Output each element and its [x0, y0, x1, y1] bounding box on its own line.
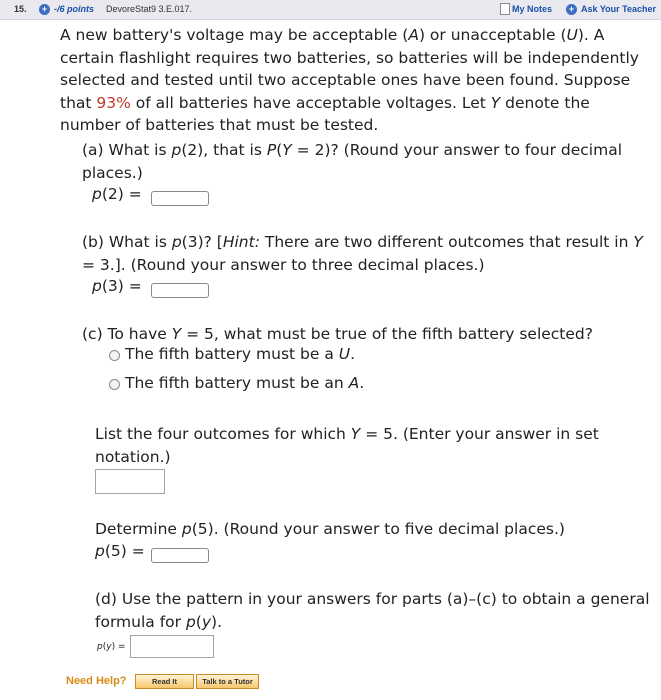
- problem-statement: A new battery's voltage may be acceptable (A) or unacceptable (U). A certain flashlight requires two batteries, so batteries will be independently selected and tested until two acceptable ones have been found. Suppose that 93% of all batteries have acceptable voltages. Let Y denote the number of batteries that must be tested.: [60, 26, 639, 134]
- part-c-question: (c) To have Y = 5, what must be true of the fifth battery selected?: [82, 325, 593, 343]
- plus-icon[interactable]: +: [566, 4, 577, 15]
- list-outcomes-question: List the four outcomes for which Y = 5. (Enter your answer in set notation.): [95, 425, 599, 466]
- part-d-question: (d) Use the pattern in your answers for parts (a)–(c) to obtain a general formula for p(y).: [95, 590, 650, 631]
- question-number: 15.: [14, 4, 27, 14]
- py-label: p(y) =: [97, 642, 126, 652]
- p5-label: p(5) =: [95, 542, 145, 560]
- option-fifth-a-label[interactable]: The fifth battery must be an A.: [125, 374, 365, 392]
- p3-label: p(3) =: [92, 277, 142, 295]
- read-it-button[interactable]: Read It: [135, 674, 194, 689]
- source-label: DevoreStat9 3.E.017.: [106, 4, 193, 14]
- ask-teacher-link[interactable]: Ask Your Teacher: [581, 4, 657, 14]
- option-fifth-u-label[interactable]: The fifth battery must be a U.: [125, 345, 356, 363]
- my-notes-link[interactable]: My Notes: [512, 4, 553, 14]
- determine-p5-question: Determine p(5). (Round your answer to five decimal places.): [95, 520, 565, 538]
- percent-value: 93%: [96, 93, 131, 112]
- py-formula-input[interactable]: [130, 635, 214, 658]
- outcomes-set-input[interactable]: [95, 469, 165, 494]
- points-label: -/6 points: [54, 4, 94, 14]
- talk-to-tutor-button[interactable]: Talk to a Tutor: [196, 674, 259, 689]
- p2-label: p(2) =: [92, 185, 142, 203]
- part-a-question: (a) What is p(2), that is P(Y = 2)? (Round your answer to four decimal places.): [82, 141, 623, 182]
- p5-answer-input[interactable]: [151, 548, 209, 563]
- p3-answer-input[interactable]: [151, 283, 209, 298]
- option-fifth-u-radio[interactable]: [109, 350, 120, 361]
- notes-icon[interactable]: [500, 3, 510, 15]
- need-help-label: Need Help?: [66, 675, 127, 687]
- option-fifth-a-radio[interactable]: [109, 379, 120, 390]
- p2-answer-input[interactable]: [151, 191, 209, 206]
- question-header: [0, 0, 661, 20]
- part-b-question: (b) What is p(3)? [Hint: There are two different outcomes that result in Y = 3.]. (Round your answer to three decimal places.): [82, 233, 643, 274]
- plus-icon[interactable]: +: [39, 4, 50, 15]
